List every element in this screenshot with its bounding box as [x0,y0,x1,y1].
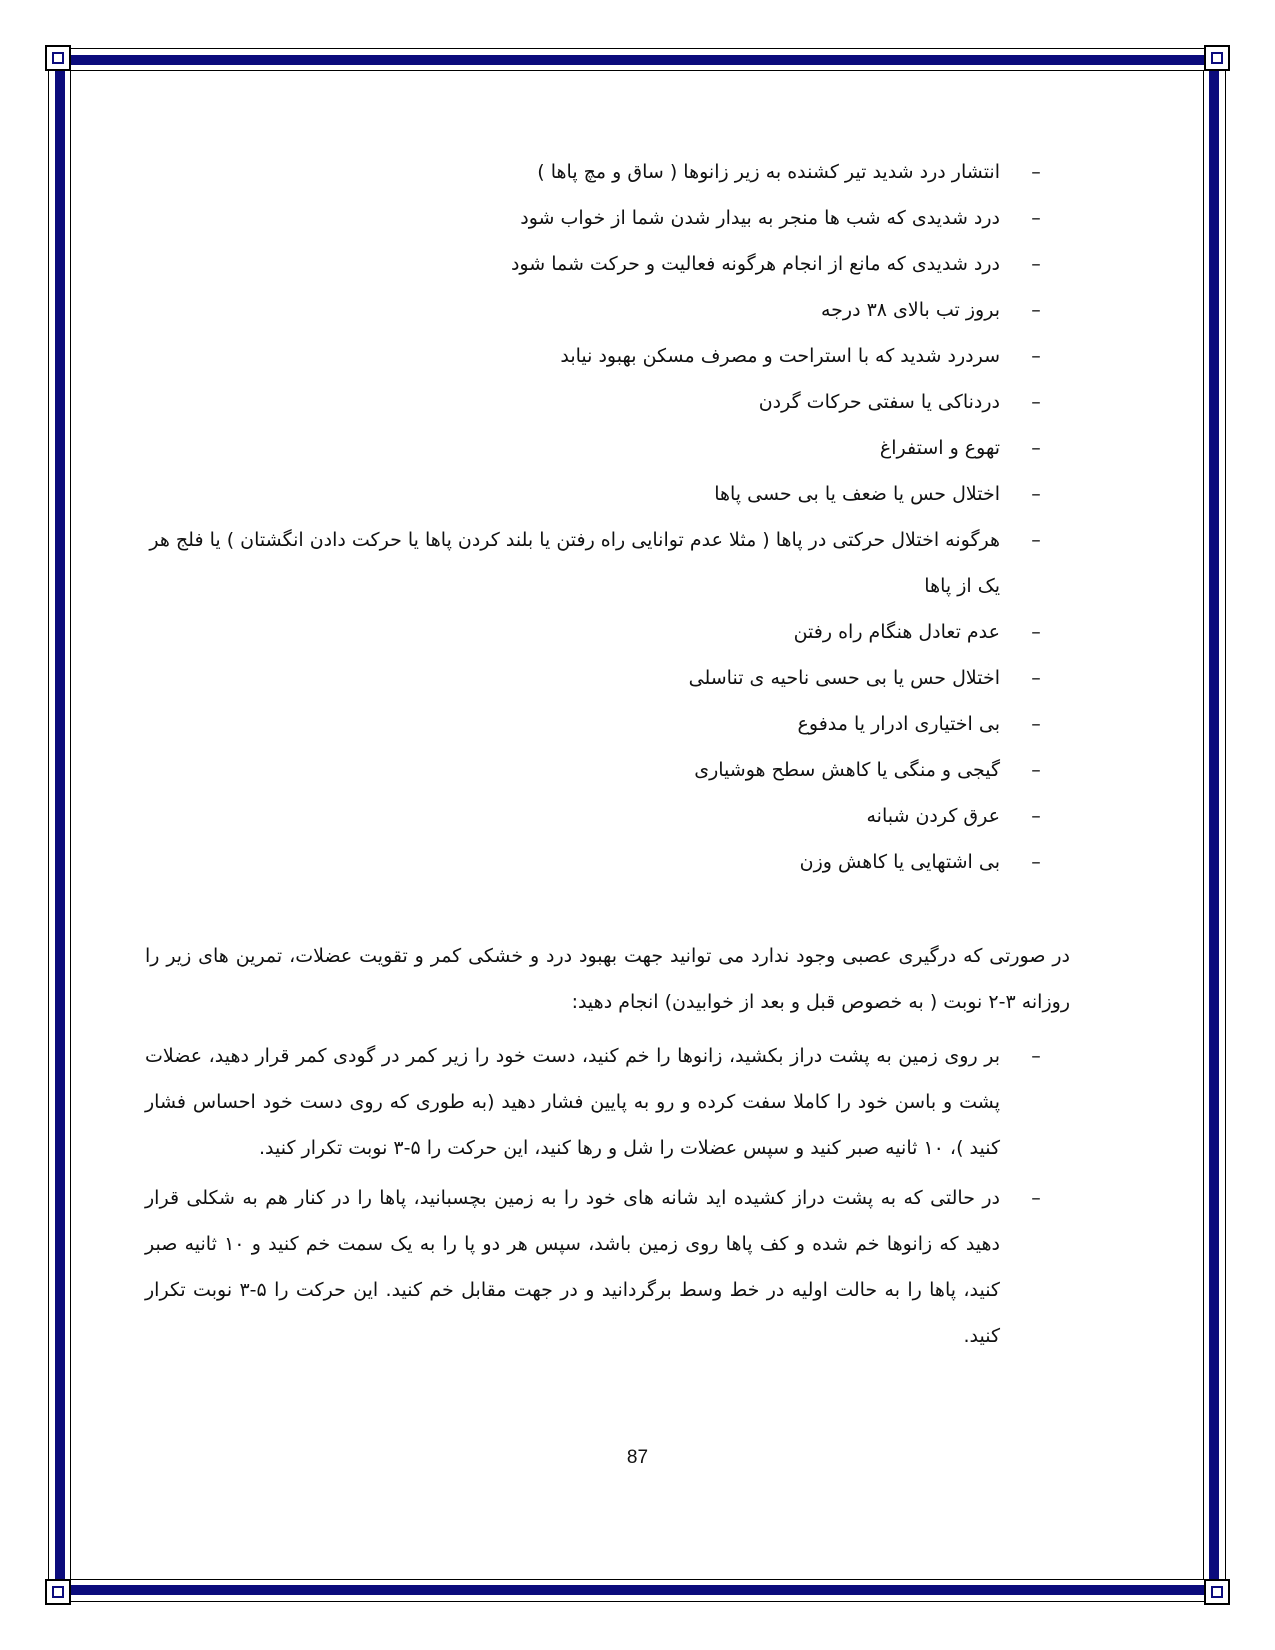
bullet-dash: – [1031,253,1041,275]
bullet-dash: – [1031,161,1041,183]
list-item: – تهوع و استفراغ [145,425,1000,471]
bullet-dash: – [1031,391,1041,413]
intro-paragraph: در صورتی که درگیری عصبی وجود ندارد می توانید جهت بهبود درد و خشکی کمر و تقویت عضلات، تمرین های زیر را روزانه ۳-۲ نوبت ( به خصوص قبل و بعد از خوابیدن) انجام دهید: [145,945,1070,1013]
bullet-dash: – [1031,1187,1041,1209]
bullet-dash: – [1031,759,1041,781]
bullet-dash: – [1031,621,1041,643]
list-item: – درد شدیدی که مانع از انجام هرگونه فعالیت و حرکت شما شود [145,241,1000,287]
bullet-dash: – [1031,805,1041,827]
bullet-dash: – [1031,207,1041,229]
list-item: – دردناکی یا سفتی حرکات گردن [145,379,1000,425]
bullet-dash: – [1031,529,1041,551]
list-item: – عدم تعادل هنگام راه رفتن [145,609,1000,655]
bullet-dash: – [1031,345,1041,367]
list-item: – بروز تب بالای ۳۸ درجه [145,287,1000,333]
frame-corner-ornament [45,1579,71,1605]
list-item: – بی اختیاری ادرار یا مدفوع [145,701,1000,747]
bullet-dash: – [1031,851,1041,873]
list-item: – بی اشتهایی یا کاهش وزن [145,839,1000,885]
list-item: – درد شدیدی که شب ها منجر به بیدار شدن شما از خواب شود [145,195,1000,241]
list-item: – اختلال حس یا بی حسی ناحیه ی تناسلی [145,655,1000,701]
list-item: – عرق کردن شبانه [145,793,1000,839]
symptom-list [145,149,1041,885]
list-item: – اختلال حس یا ضعف یا بی حسی پاها [145,471,1000,517]
list-item: – سردرد شدید که با استراحت و مصرف مسکن بهبود نیابد [145,333,1000,379]
frame-corner-ornament [45,45,71,71]
frame-corner-ornament [1204,45,1230,71]
list-item: – در حالتی که به پشت دراز کشیده اید شانه های خود را به زمین بچسبانید، پاها را در کنار هم به شکلی قرار دهید که زانوها خم شده و کف پاها روی زمین باشد، سپس هر دو پا را به یک سمت خم کنید و ۱۰ ثانیه صبر کنید، پاها را به حالت اولیه در خط وسط برگردانید و در جهت مقابل خم کنید. این حرکت را ۵-۳ نوبت تکرار کنید. [145,1175,1000,1359]
frame-corner-ornament [1204,1579,1230,1605]
exercise-list [145,1033,1041,1355]
bullet-dash: – [1031,299,1041,321]
list-item: – بر روی زمین به پشت دراز بکشید، زانوها را خم کنید، دست خود را زیر کمر در گودی کمر قرار دهید، عضلات پشت و باسن خود را کاملا سفت کرده و رو به پایین فشار دهید (به طوری که روی دست خود احساس فشار کنید )، ۱۰ ثانیه صبر کنید و سپس عضلات را شل و رها کنید، این حرکت را ۵-۳ نوبت تکرار کنید. [145,1033,1000,1171]
bullet-dash: – [1031,1045,1041,1067]
bullet-dash: – [1031,437,1041,459]
list-item: – گیجی و منگی یا کاهش سطح هوشیاری [145,747,1000,793]
page-number: 87 [626,1447,649,1468]
bullet-dash: – [1031,713,1041,735]
bullet-dash: – [1031,483,1041,505]
bullet-dash: – [1031,667,1041,689]
list-item: – انتشار درد شدید تیر کشنده به زیر زانوها ( ساق و مچ پاها ) [145,149,1000,195]
list-item: – هرگونه اختلال حرکتی در پاها ( مثلا عدم توانایی راه رفتن یا بلند کردن پاها یا حرکت دادن انگشتان ) یا فلج هر یک از پاها [145,517,1000,609]
